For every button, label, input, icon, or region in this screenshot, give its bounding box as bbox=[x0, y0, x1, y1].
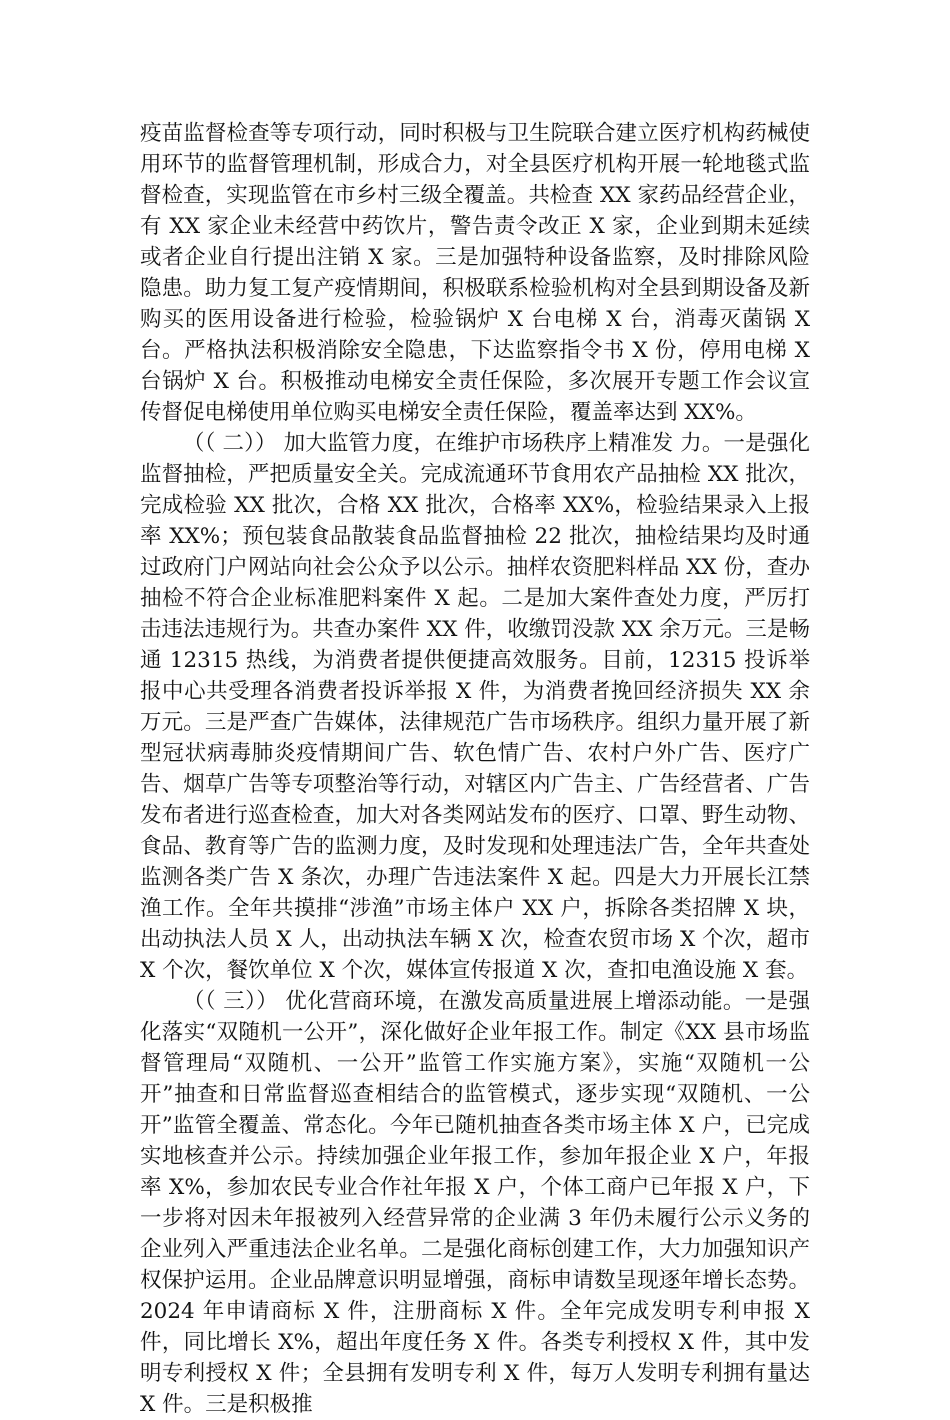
document-body bbox=[140, 118, 810, 1420]
paragraph-2: （（ 二）） 加大监管力度，在维护市场秩序上精准发 力。一是强化监督抽检，严把质量安全关。完成流通环节食用农产品抽检 XX 批次，完成检验 XX 批次，合格 XX 批次，合格率 XX%，检验结果录入上报率 XX%；预包装食品散装食品监督抽检 22 批次，抽检结果均及时通过政府门户网站向社会公众予以公示。抽样农资肥料样品 XX 份，查办抽检不符合企业标准肥料案件 X 起。二是加大案件查处力度，严厉打击违法违规行为。共查办案件 XX 件，收缴罚没款 XX 余万元。三是畅通 12315 热线，为消费者提供便捷高效服务。目前，12315 投诉举报中心共受理各消费者投诉举报 X 件，为消费者挽回经济损失 XX 余万元。三是严查广告媒体，法律规范广告市场秩序。组织力量开展了新型冠状病毒肺炎疫情期间广告、软色情广告、农村户外广告、医疗广告、烟草广告等专项整治等行动，对辖区内广告主、广告经营者、广告发布者进行巡查检查，加大对各类网站发布的医疗、口罩、野生动物、食品、教育等广告的监测力度，及时发现和处理违法广告，全年共查处监测各类广告 X 条次，办理广告违法案件 X 起。四是大力开展长江禁渔工作。全年共摸排“涉渔”市场主体户 XX 户，拆除各类招牌 X 块，出动执法人员 X 人，出动执法车辆 X 次，检查农贸市场 X 个次，超市 X 个次，餐饮单位 X 个次，媒体宣传报道 X 次，查扣电渔设施 X 套。 bbox=[140, 431, 810, 983]
paragraph-1: 疫苗监督检查等专项行动，同时积极与卫生院联合建立医疗机构药械使用环节的监督管理机制，形成合力，对全县医疗机构开展一轮地毯式监督检查，实现监管在市乡村三级全覆盖。共检查 XX 家药品经营企业，有 XX 家企业未经营中药饮片，警告责令改正 X 家，企业到期未延续或者企业自行提出注销 X 家。三是加强特种设备监察，及时排除风险隐患。助力复工复产疫情期间，积极联系检验机构对全县到期设备及新购买的医用设备进行检验，检验锅炉 X 台电梯 X 台，消毒灭菌锅 X 台。严格执法积极消除安全隐患，下达监察指令书 X 份，停用电梯 X 台锅炉 X 台。积极推动电梯安全责任保险，多次展开专题工作会议宣传督促电梯使用单位购买电梯安全责任保险，覆盖率达到 XX%。 bbox=[140, 121, 810, 425]
paragraph-3: （（ 三）） 优化营商环境，在激发高质量进展上增添动能。一是强化落实“双随机一公开”，深化做好企业年报工作。制定《XX 县市场监督管理局“双随机、一公开”监管工作实施方案》，实施“双随机一公开”抽查和日常监督巡查相结合的监管模式，逐步实现“双随机、一公开”监管全覆盖、常态化。今年已随机抽查各类市场主体 X 户，已完成实地核查并公示。持续加强企业年报工作，参加年报企业 X 户，年报率 X%，参加农民专业合作社年报 X 户，个体工商户已年报 X 户，下一步将对因未年报被列入经营异常的企业满 3 年仍未履行公示义务的企业列入严重违法企业名单。二是强化商标创建工作，大力加强知识产权保护运用。企业品牌意识明显增强，商标申请数呈现逐年增长态势。2024 年申请商标 X 件，注册商标 X 件。全年完成发明专利申报 X 件，同比增长 X%，超出年度任务 X 件。各类专利授权 X 件，其中发明专利授权 X 件；全县拥有发明专利 X 件，每万人发明专利拥有量达 X 件。三是积极推 bbox=[140, 989, 810, 1417]
